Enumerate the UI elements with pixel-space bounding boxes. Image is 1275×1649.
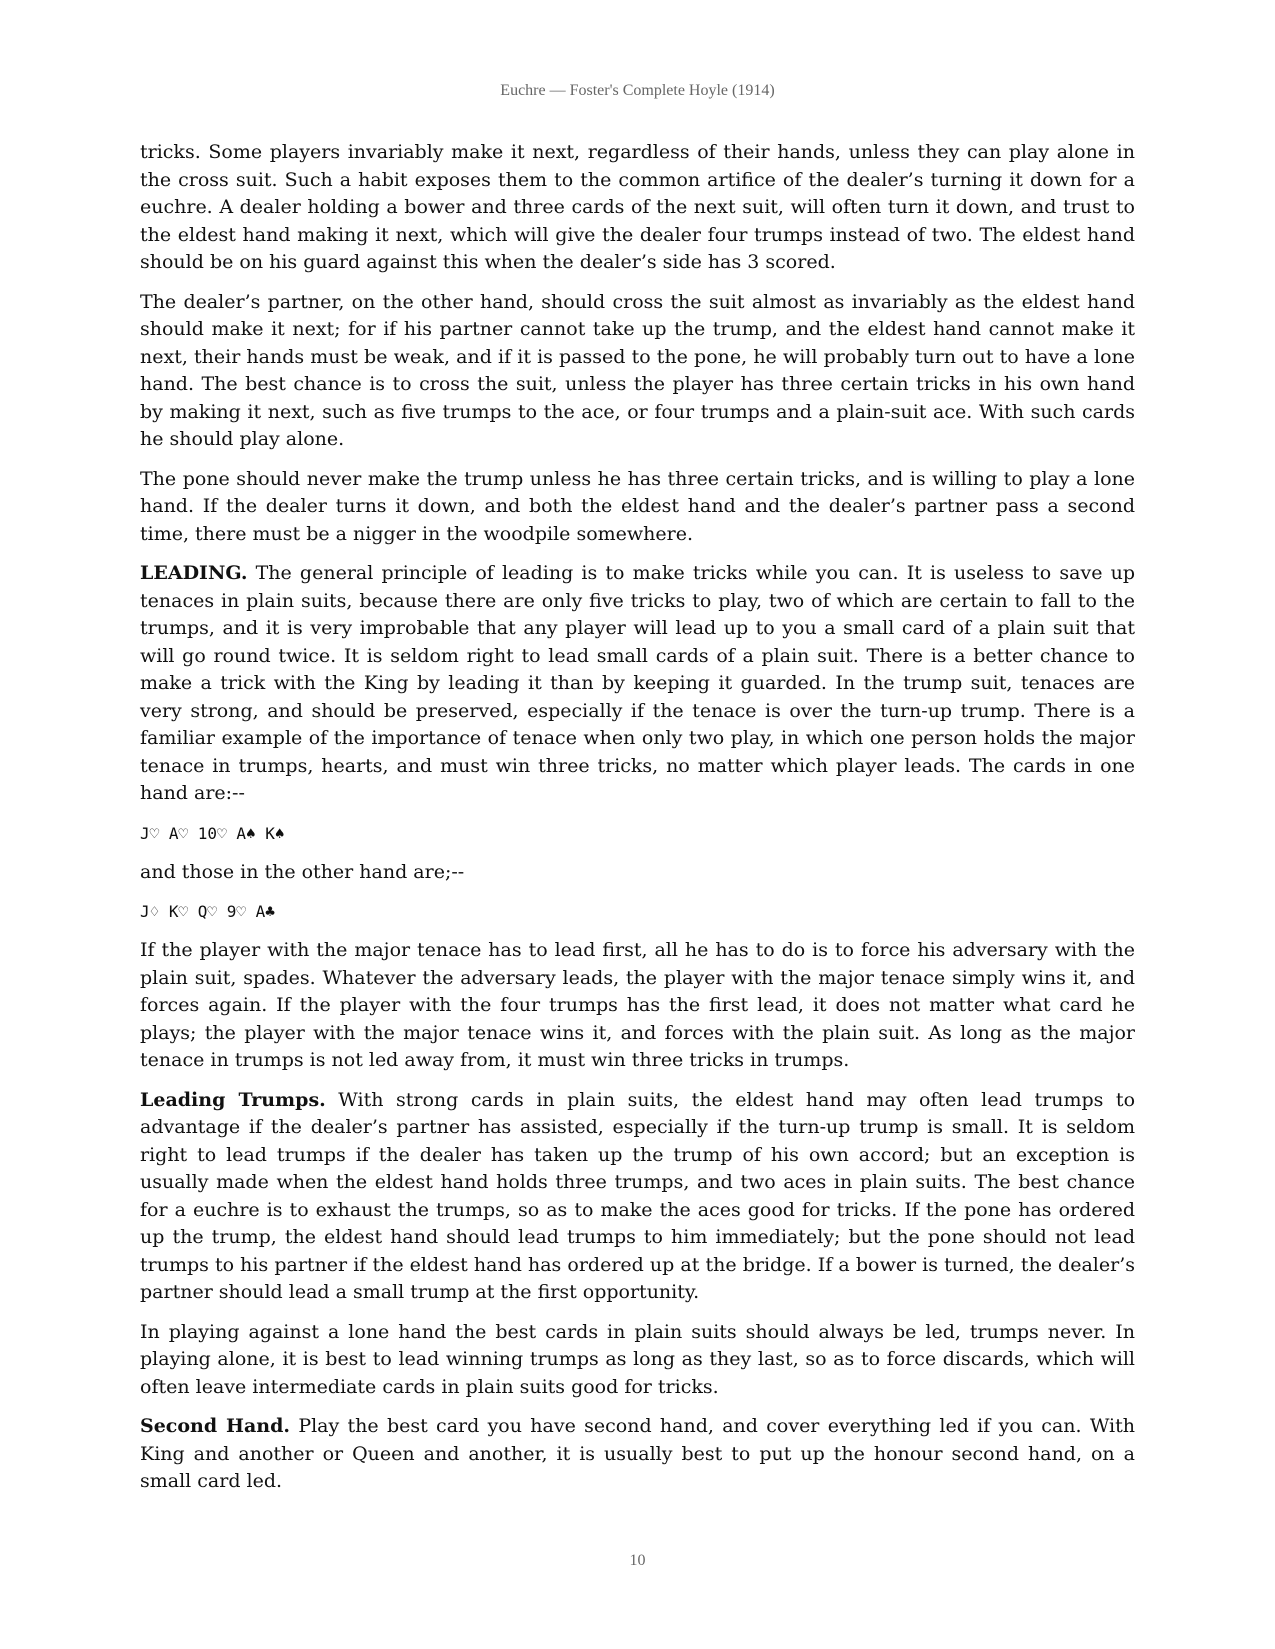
section-heading-leading-trumps: Leading Trumps. [140,1088,326,1111]
card-hand-two: J♢ K♡ Q♡ 9♡ A♣ [140,902,275,921]
paragraph-leading [140,560,1135,808]
paragraph-between-hands: and those in the other hand are;-- [140,860,465,883]
section-heading-second-hand: Second Hand. [140,1415,291,1437]
paragraph-leading-text: The general principle of leading is to make tricks while you can. It is useless to save up tenaces in plain suits, because there are only five tricks to play, two of which are certain to fall to the trumps, and it is very improbable that any player will lead up to you a small card of a plain suit that will go round twice. It is seldom right to lead small cards of a plain suit. There is a better chance to make a trick with the King by leading it than by keeping it guarded. In the trump suit, tenaces are very strong, and should be preserved, especially if the tenace is over the turn-up trump. There is a familiar example of the importance of tenace when only two play, in which one person holds the major tenace in trumps, hearts, and must win three tricks, no matter which player leads. The cards in one hand are:-- [140,562,1135,804]
paragraph-lone-hand: In playing against a lone hand the best cards in plain suits should always be led, trumps never. In playing alone, it is best to lead winning trumps as long as they last, so as to force discards, which will often leave intermediate cards in plain suits good for tricks. [140,1320,1135,1398]
paragraph-leading-trumps [140,1087,1135,1307]
card-hand-one: J♡ A♡ 10♡ A♠ K♠ [140,823,285,843]
paragraph-continued-tricks: tricks. Some players invariably make it next, regardless of their hands, unless they can play alone in the cross suit. Such a habit exposes them to the common artifice of the dealer’s turning it down for a euchre. A dealer holding a bower and three cards of the next suit, will often turn it down, and trust to the eldest hand making it next, which will give the dealer four trumps instead of two. The eldest hand should be on his guard against this when the dealer’s side has 3 scored. [140,141,1135,273]
paragraph-major-tenace: If the player with the major tenace has to lead first, all he has to do is to force his adversary with the plain suit, spades. Whatever the adversary leads, the player with the major tenace simply wins it, and forces again. If the player with the four trumps has the first lead, it does not matter what card he plays; the player with the major tenace wins it, and forces with the plain suit. As long as the major tenace in trumps is not led away from, it must win three tricks in trumps. [140,939,1135,1071]
paragraph-second-hand [140,1413,1135,1496]
paragraph-pone: The pone should never make the trump unless he has three certain tricks, and is willing to play a lone hand. If the dealer turns it down, and both the eldest hand and the dealer’s partner pass a second time, there must be a nigger in the woodpile somewhere. [140,467,1135,545]
paragraph-leading-trumps-text: With strong cards in plain suits, the eldest hand may often lead trumps to advantage if the dealer’s partner has assisted, especially if the turn-up trump is small. It is seldom right to lead trumps if the dealer has taken up the trump of his own accord; but an exception is usually made when the eldest hand holds three trumps, and two aces in plain suits. The best chance for a euchre is to exhaust the trumps, so as to make the aces good for tricks. If the pone has ordered up the trump, the eldest hand should lead trumps to him immediately; but the pone should not lead trumps to his partner if the eldest hand has ordered up at the bridge. If a bower is turned, the dealer’s partner should lead a small trump at the first opportunity. [140,1088,1136,1303]
paragraph-second-hand-text: Play the best card you have second hand, and cover everything led if you can. With King and another or Queen and another, it is usually best to put up the honour second hand, on a small card led. [140,1415,1135,1492]
page-body [140,139,1135,1508]
page-number: 10 [629,1552,646,1569]
section-heading-leading: LEADING. [140,562,248,584]
paragraph-dealers-partner: The dealer’s partner, on the other hand, should cross the suit almost as invariably as the eldest hand should make it next; for if his partner cannot take up the trump, and the eldest hand cannot make it next, their hands must be weak, and if it is passed to the pone, he will probably turn out to have a lone hand. The best chance is to cross the suit, unless the player has three certain tricks in his own hand by making it next, such as five trumps to the ace, or four trumps and a plain-suit ace. With such cards he should play alone. [140,290,1135,450]
running-title: Euchre — Foster's Complete Hoyle (1914) [500,82,775,99]
